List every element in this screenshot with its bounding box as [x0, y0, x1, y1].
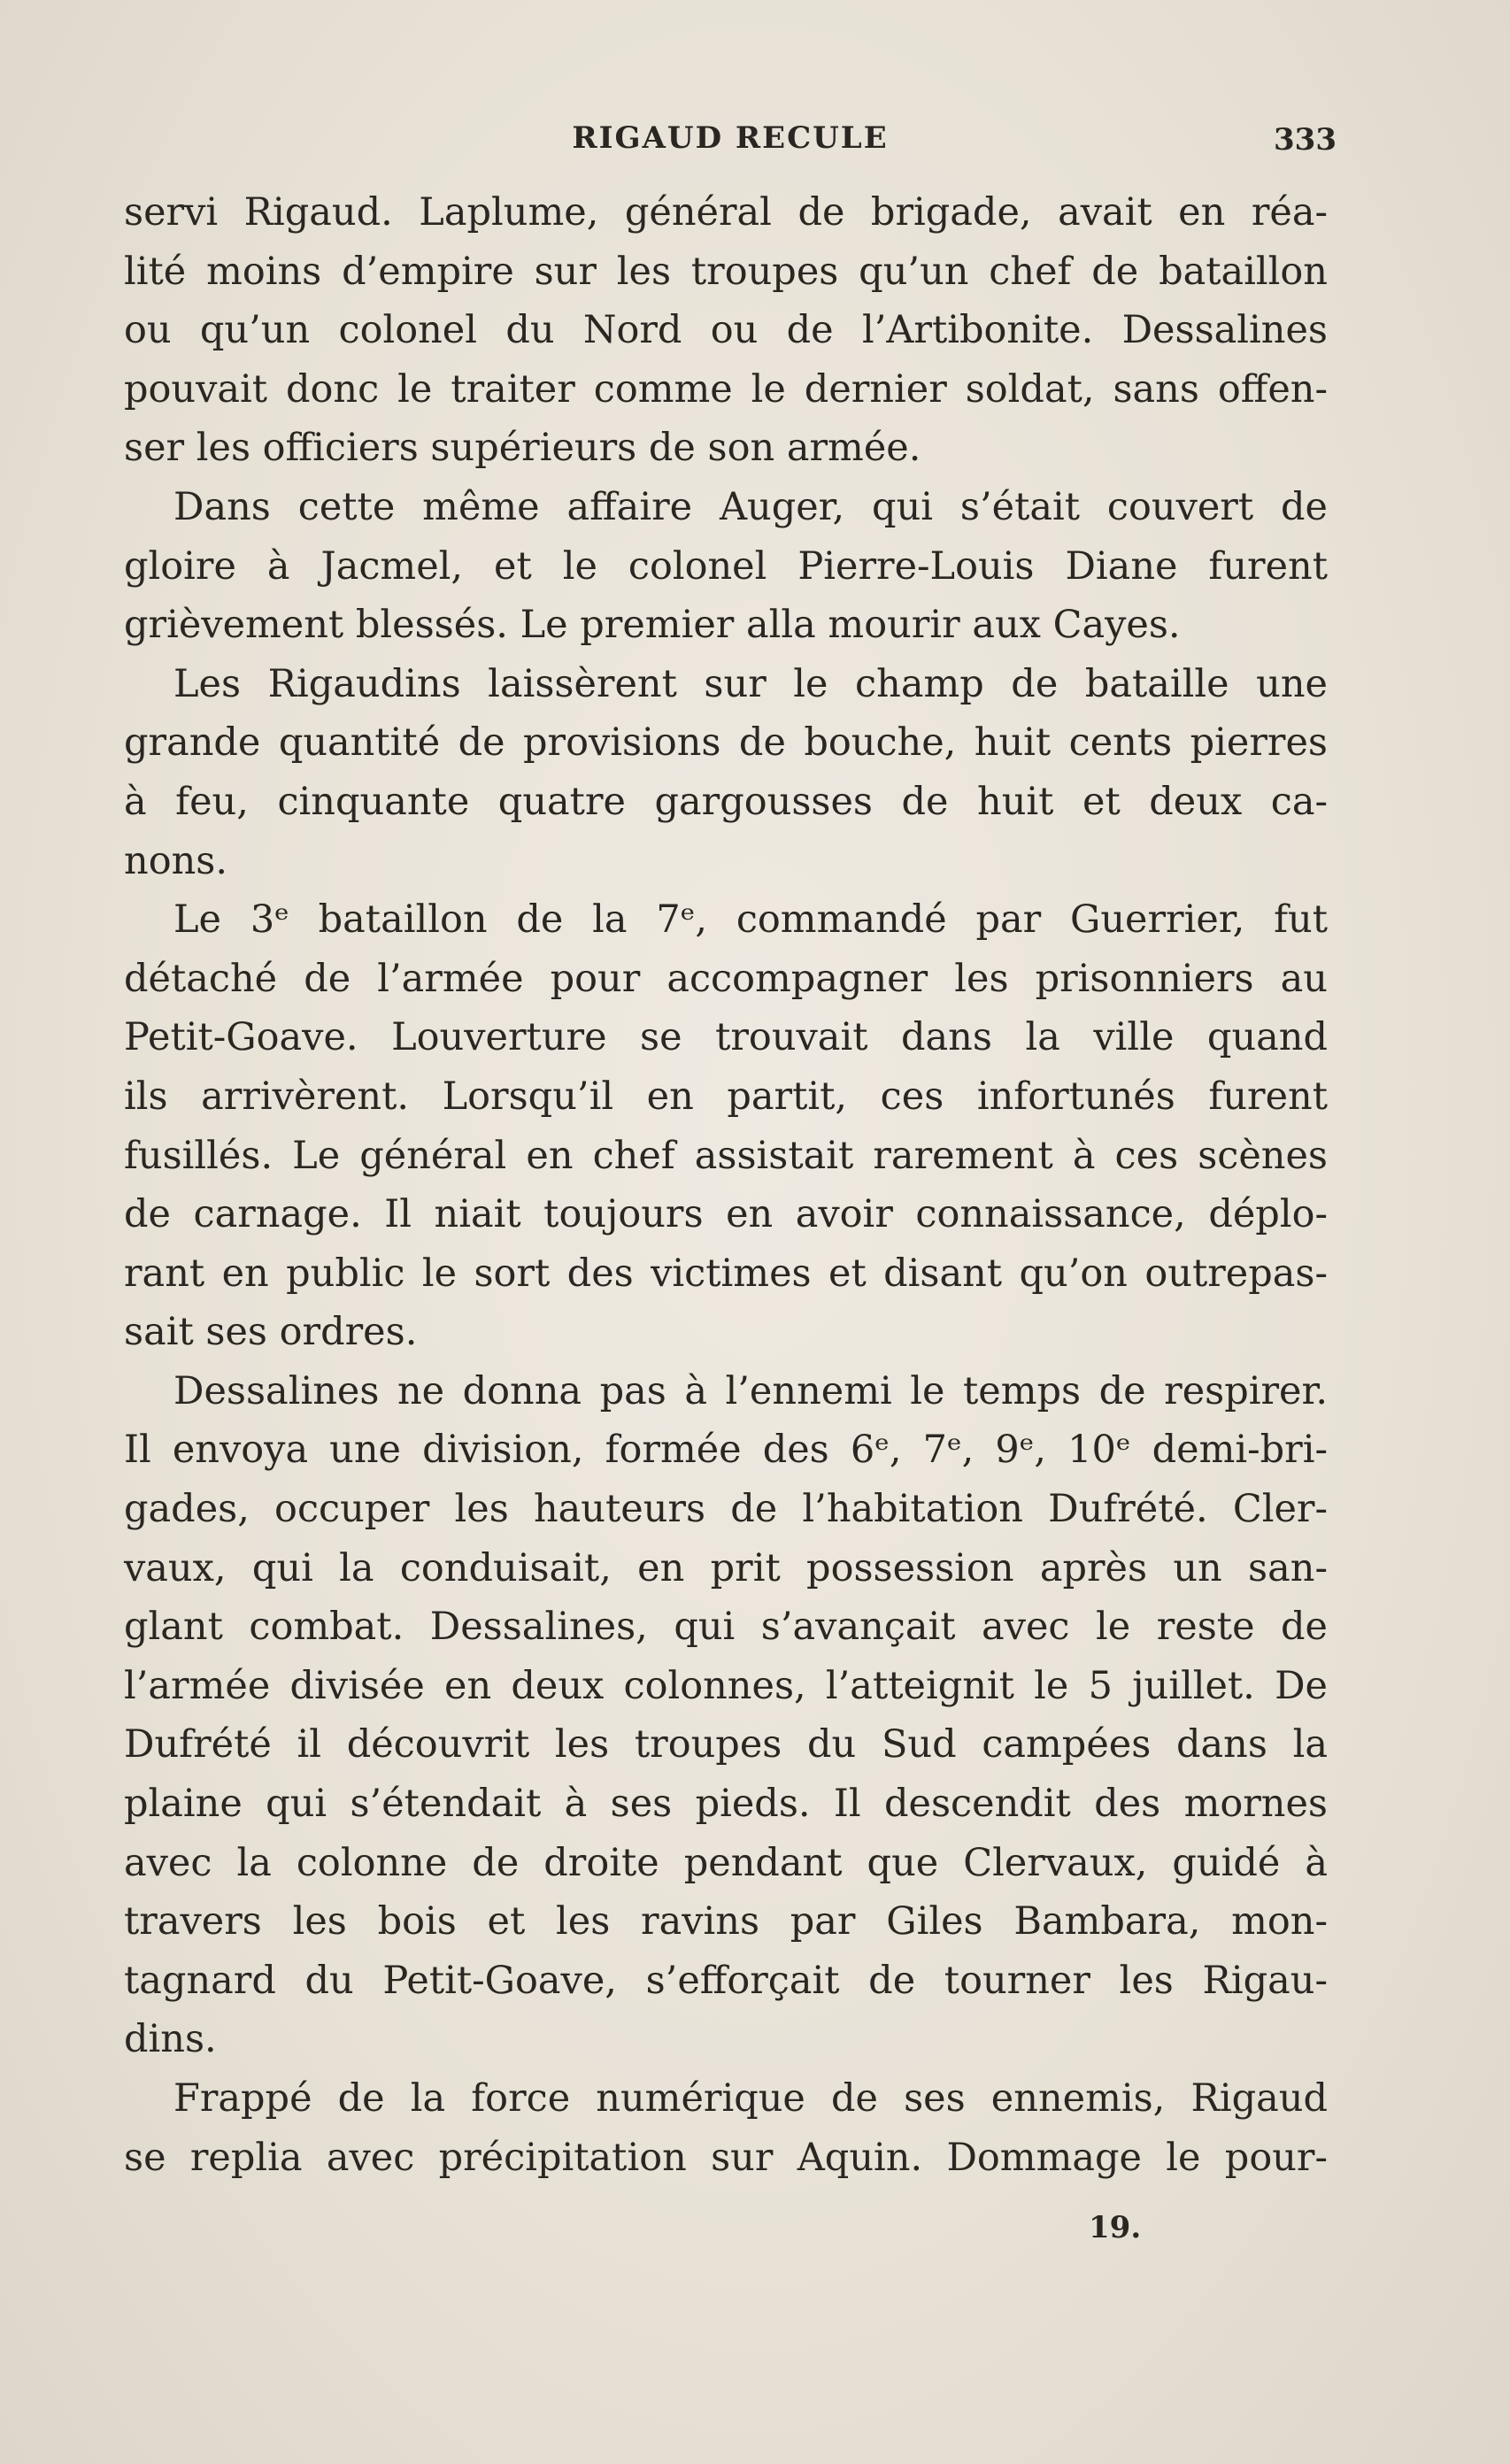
text-line: de carnage. Il niait toujours en avoir connaissance, déplo- — [124, 1192, 1328, 1237]
text-line: grièvement blessés. Le premier alla mourir aux Cayes. — [124, 603, 1181, 648]
text-line: plaine qui s’étendait à ses pieds. Il descendit des mornes — [124, 1782, 1328, 1827]
text-line: travers les bois et les ravins par Giles Bambara, mon- — [124, 1899, 1328, 1944]
text-line: avec la colonne de droite pendant que Clervaux, guidé à — [124, 1840, 1328, 1885]
text-line: Dufrété il découvrit les troupes du Sud campées dans la — [124, 1722, 1328, 1767]
paragraph — [124, 1362, 1328, 2069]
text-line: gloire à Jacmel, et le colonel Pierre-Louis Diane furent — [124, 543, 1328, 589]
page-number: 333 — [1274, 122, 1337, 158]
text-line: Petit-Goave. Louverture se trouvait dans la ville quand — [124, 1015, 1328, 1060]
text-line: lité moins d’empire sur les troupes qu’un chef de bataillon — [124, 249, 1328, 294]
paragraph — [124, 183, 1328, 478]
text-line: ils arrivèrent. Lorsqu’il en partit, ces infortunés furent — [124, 1074, 1328, 1119]
text-line: détaché de l’armée pour accompagner les prisonniers au — [124, 956, 1328, 1001]
text-line: servi Rigaud. Laplume, général de brigade, avait en réa- — [124, 190, 1328, 235]
page-body — [124, 183, 1328, 2187]
text-line: glant combat. Dessalines, qui s’avançait avec le reste de — [124, 1605, 1328, 1650]
text-line: Dans cette même affaire Auger, qui s’était couvert de — [173, 484, 1328, 529]
signature-mark: 19. — [1089, 2210, 1142, 2245]
text-line: vaux, qui la conduisait, en prit possession après un san- — [124, 1545, 1328, 1590]
text-line: Le 3ᵉ bataillon de la 7ᵉ, commandé par Guerrier, fut — [173, 897, 1328, 943]
text-line: à feu, cinquante quatre gargousses de huit et deux ca- — [124, 779, 1328, 824]
text-line: dins. — [124, 2017, 217, 2062]
text-line: sait ses ordres. — [124, 1310, 418, 1355]
text-line: Frappé de la force numérique de ses ennemis, Rigaud — [173, 2076, 1328, 2121]
text-line: ou qu’un colonel du Nord ou de l’Artibonite. Dessalines — [124, 308, 1328, 353]
text-line: Il envoya une division, formée des 6ᵉ, 7ᵉ, 9ᵉ, 10ᵉ demi-bri- — [124, 1428, 1328, 1473]
paragraph — [124, 2069, 1328, 2187]
text-line: pouvait donc le traiter comme le dernier soldat, sans offen- — [124, 366, 1328, 412]
running-title: RIGAUD RECULE — [572, 120, 889, 156]
text-line: tagnard du Petit-Goave, s’efforçait de tourner les Rigau- — [124, 1958, 1328, 2003]
text-line: fusillés. Le général en chef assistait rarement à ces scènes — [124, 1133, 1328, 1178]
text-line: nons. — [124, 838, 228, 883]
paragraph — [124, 655, 1328, 890]
paragraph — [124, 478, 1328, 655]
text-line: gades, occuper les hauteurs de l’habitation Dufrété. Cler- — [124, 1487, 1328, 1532]
text-line: rant en public le sort des victimes et disant qu’on outrepas- — [124, 1251, 1328, 1296]
text-line: Dessalines ne donna pas à l’ennemi le temps de respirer. — [173, 1368, 1328, 1413]
page-header — [124, 120, 1337, 165]
text-line: grande quantité de provisions de bouche, huit cents pierres — [124, 720, 1328, 766]
text-line: Les Rigaudins laissèrent sur le champ de bataille une — [173, 661, 1328, 706]
paragraph — [124, 890, 1328, 1362]
text-line: se replia avec précipitation sur Aquin. Dommage le pour- — [124, 2135, 1328, 2180]
text-line: ser les officiers supérieurs de son armée. — [124, 426, 921, 471]
text-line: l’armée divisée en deux colonnes, l’atteignit le 5 juillet. De — [124, 1663, 1328, 1708]
